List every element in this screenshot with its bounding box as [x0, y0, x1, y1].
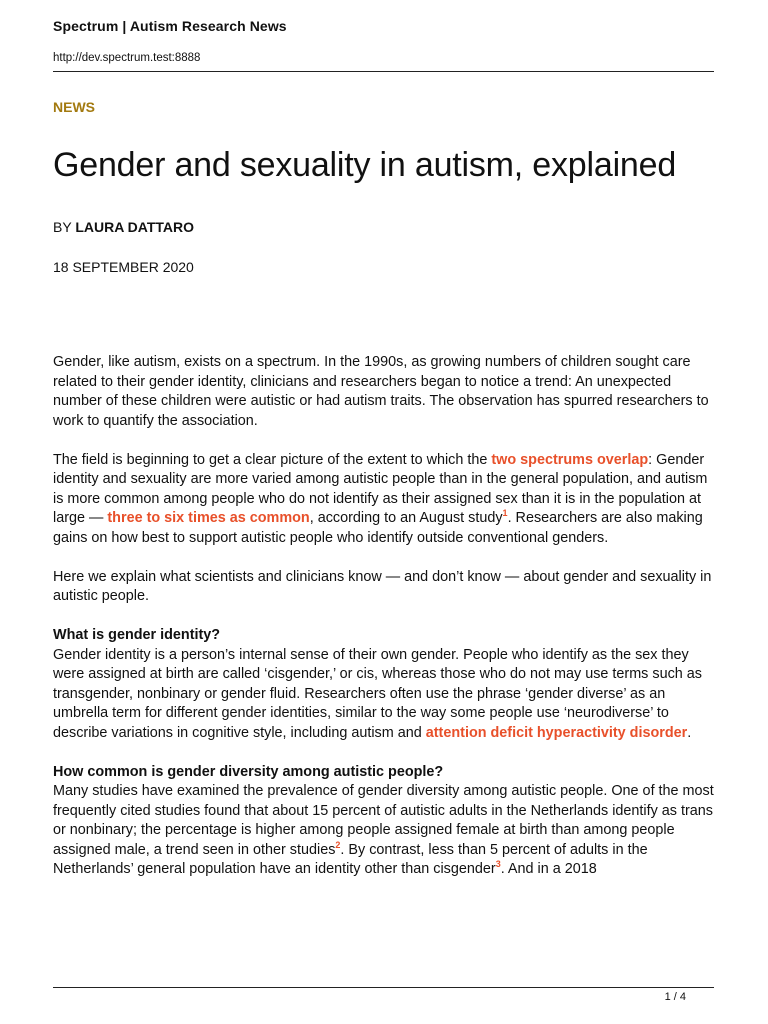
section-label: NEWS — [53, 99, 95, 115]
link-adhd[interactable]: attention deficit hyperactivity disorder — [425, 724, 688, 741]
reference-1[interactable]: 1 — [502, 508, 508, 518]
subheading-gender-diversity: How common is gender diversity among autistic people? — [53, 763, 444, 780]
header-divider — [53, 71, 714, 72]
paragraph-overlap — [53, 451, 721, 549]
paragraph-text: . — [687, 724, 692, 741]
link-three-to-six-times[interactable]: three to six times as common — [107, 510, 310, 526]
paragraph-text: Gender identity is a person’s internal sense of their own gender. People who identify as the sex they were assigned at birth are called ‘cisgender,’ or cis, whereas those who do not may use terms such as transgender, nonbinary or gender fluid. Researchers often use the phrase ‘gender diverse’ as an umbrella term for different gender identities, similar to the way some people use ‘neurodiverse’ to describe variations in cognitive style, including autism and — [53, 646, 702, 741]
reference-3[interactable]: 3 — [495, 859, 501, 869]
paragraph-gender-diversity — [53, 782, 721, 880]
article-body — [53, 353, 721, 899]
paragraph-text: . And in a 2018 — [500, 861, 597, 877]
byline — [53, 219, 194, 235]
subheading-gender-identity: What is gender identity? — [53, 627, 221, 643]
link-two-spectrums-overlap[interactable]: two spectrums overlap — [491, 451, 649, 468]
reference-2[interactable]: 2 — [335, 839, 341, 850]
footer-divider — [53, 987, 714, 988]
site-url: http://dev.spectrum.test:8888 — [53, 52, 201, 64]
paragraph-intro: Gender, like autism, exists on a spectrum. In the 1990s, as growing numbers of children sought care related to their gender identity, clinicians and researchers began to notice a trend: An unexpected number of these children were autistic or had autism traits. The observation has spurred researchers to work to quantify the association. — [53, 354, 709, 429]
paragraph-text: Many studies have examined the prevalence of gender diversity among autistic people. One of the most frequently cited studies found that about 15 percent of autistic adults in the Netherlands identify as trans or nonbinary; the percentage is higher among people assigned female at birth than among people assigned male, a trend seen in other studies — [53, 783, 714, 858]
publish-date: 18 SEPTEMBER 2020 — [53, 259, 194, 275]
byline-prefix: BY — [53, 219, 76, 235]
site-title: Spectrum | Autism Research News — [53, 18, 287, 34]
paragraph-text: The field is beginning to get a clear picture of the extent to which the — [53, 451, 492, 468]
author-name: LAURA DATTARO — [75, 219, 195, 235]
paragraph-text: . Researchers are also making gains on how best to support autistic people who identify outside conventional genders. — [53, 510, 703, 546]
page-number: 1 / 4 — [664, 991, 686, 1003]
paragraph-gender-identity — [53, 646, 721, 744]
paragraph-text: . By contrast, less than 5 percent of adults in the Netherlands’ general population have an identity other than cisgender — [53, 841, 648, 877]
paragraph-explainer: Here we explain what scientists and clinicians know — and don’t know — about gender and sexuality in autistic people. — [53, 568, 712, 604]
article-title: Gender and sexuality in autism, explained — [53, 146, 677, 184]
paragraph-text: : Gender identity and sexuality are more varied among autistic people than in the general population, and autism is more common among people who do not identify as their assigned sex than it is in the population at large — — [53, 451, 708, 526]
paragraph-text: , according to an August study — [309, 510, 503, 526]
